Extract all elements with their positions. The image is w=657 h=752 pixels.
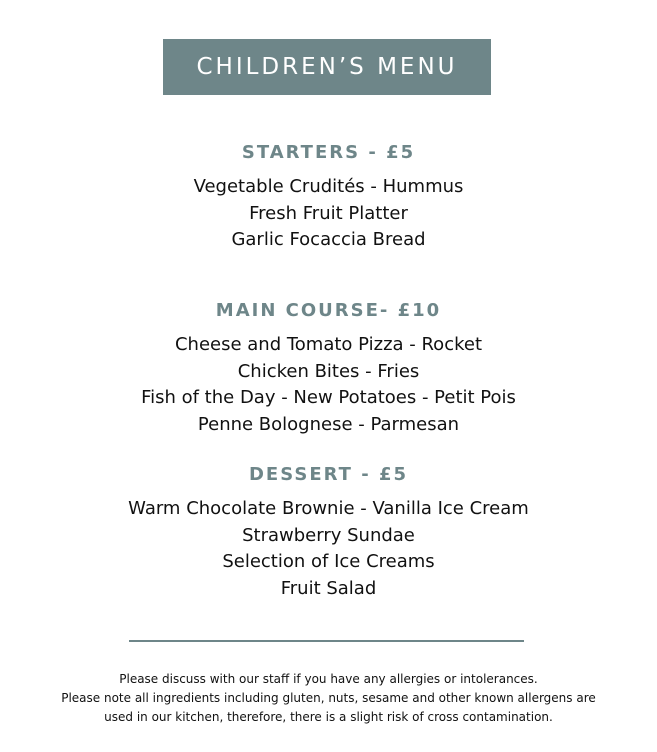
section-heading-dessert: DESSERT - £5 — [248, 464, 409, 485]
section-main-course — [0, 298, 657, 438]
menu-item: Fish of the Day - New Potatoes - Petit Pois — [141, 387, 516, 408]
section-heading-starters: STARTERS - £5 — [241, 142, 416, 163]
allergy-notice-line: used in our kitchen, therefore, there is a slight risk of cross contamination. — [104, 710, 553, 724]
menu-item: Warm Chocolate Brownie - Vanilla Ice Cream — [128, 498, 529, 519]
allergy-notice-line: Please discuss with our staff if you have any allergies or intolerances. — [119, 672, 538, 686]
menu-item: Garlic Focaccia Bread — [231, 229, 426, 250]
allergy-notice — [0, 670, 657, 727]
section-starters — [0, 140, 657, 254]
section-dessert — [0, 462, 657, 602]
menu-item: Penne Bolognese - Parmesan — [197, 413, 460, 435]
main-course-item-list — [0, 332, 657, 438]
starters-item-list — [0, 174, 657, 254]
menu-item: Fresh Fruit Platter — [249, 202, 408, 224]
dessert-item-list — [0, 496, 657, 602]
section-heading-main-course: MAIN COURSE- £10 — [215, 300, 442, 321]
footer-divider — [129, 640, 524, 642]
menu-item: Fruit Salad — [280, 577, 377, 599]
menu-title: CHILDREN’S MENU — [196, 54, 458, 80]
menu-item: Vegetable Crudités - Hummus — [193, 176, 464, 197]
menu-item: Strawberry Sundae — [242, 524, 415, 546]
menu-title-banner — [163, 39, 491, 95]
menu-item: Chicken Bites - Fries — [237, 360, 420, 382]
menu-item: Cheese and Tomato Pizza - Rocket — [174, 334, 483, 355]
menu-item: Selection of Ice Creams — [222, 551, 435, 572]
allergy-notice-line: Please note all ingredients including gluten, nuts, sesame and other known allergens are — [61, 691, 596, 705]
